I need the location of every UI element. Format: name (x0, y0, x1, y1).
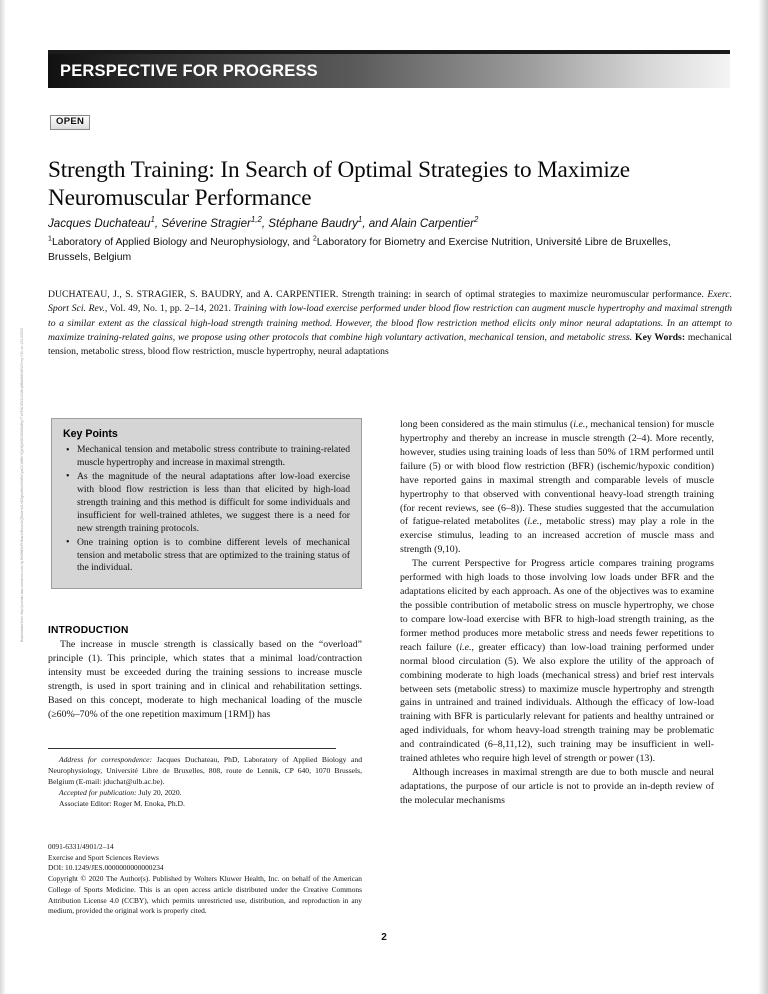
doi-line: DOI: 10.1249/JES.0000000000000234 (48, 863, 164, 873)
accepted-note: Accepted for publication: July 20, 2020. (59, 787, 182, 797)
issn-line: 0091-6331/4901/2–14 (48, 842, 114, 851)
page-title: Strength Training: In Search of Optimal Strategies to Maximize Neuromuscular Performance (48, 156, 630, 211)
abstract-text: DUCHATEAU, J., S. STRAGIER, S. BAUDRY, and A. CARPENTIER. Strength training: in search of optimal strategies to maximize neuromuscular performance. Exerc. Sport Sci. Rev., Vol. 49, No. 1, pp. 2–14, 2021. Training with low-load exercise performed under blood flow restriction can augment muscle hypertrophy and maximal strength to a similar extent as the classical high-load strength training method. However, the blood flow restriction method elicits only minor neural adaptations. In an attempt to maximize training-related gains, we propose using other protocols that combine high voluntary activation, mechanical tension, and metabolic stress. Key Words: mechanical tension, metabolic stress, blood flow restriction, muscle hypertrophy, neural adaptations (48, 289, 732, 357)
list-item: • Mechanical tension and metabolic stress contribute to training-related muscle hypertrophy and increase in maximal strength. (77, 444, 350, 470)
journal-line: Exercise and Sport Sciences Reviews (48, 852, 159, 862)
key-points-list (63, 444, 350, 575)
list-item: • One training option is to combine different levels of mechanical tension and metabolic stress that are optimized to the training status of the individual. (77, 537, 350, 576)
copyright-block (48, 842, 362, 917)
banner-gradient (48, 54, 730, 88)
paragraph: The current Perspective for Progress article compares training programs performed with high loads to those involving low loads under BFR and the adaptations elicited by each approach. As one of the objectives was to examine the possible contribution of metabolic stress on muscle hypertrophy, we chose to compare low-load exercise with BFR to high-load strength training, as the former method produces more metabolic stress and needs fewer repetitions to reach failure (i.e., greater efficacy) than low-load training performed under normal blood circulation (5). We also explore the utility of the approach of combining moderate to high loads (mechanical stress) and brief rest intervals between sets (metabolic stress) to maximize muscle hypertrophy and strength gains in untrained and trained individuals. Although the efficacy of low-load training with BFR is particularly relevant for patients and healthy untrained or aged individuals, for whom heavy-load strength training may be problematic and contraindicated (6–8,11,12), such training may be insufficient in well-trained athletes who require high level of strength or power (13). (400, 558, 714, 765)
paragraph: The increase in muscle strength is classically based on the “overload” principle (1). This principle, which states that a minimal load/contraction intensity must be exceeded during the training sessions to increase muscle strength, is used in sport training and in clinical and rehabilitation settings. Based on this concept, moderate to high mechanical loading of the muscle (≥60%–70% of the one repetition maximum [1RM]) has (48, 639, 362, 720)
page-number: 2 (381, 932, 387, 943)
associate-editor-note: Associate Editor: Roger M. Enoka, Ph.D. (59, 798, 185, 808)
banner-title: PERSPECTIVE FOR PROGRESS (60, 61, 318, 80)
footnote-rule (48, 748, 336, 749)
paragraph: Although increases in maximal strength are due to both muscle and neural adaptations, the purpose of our article is not to provide an in-depth review of the molecular mechanisms (400, 767, 714, 806)
correspondence-note: Address for correspondence: Jacques Duchateau, PhD, Laboratory of Applied Biology and Neurophysiology, Université Libre de Bruxelles, 808, route de Lennik, CP 640, 1070 Brussels, Belgium (E-mail: jduchat@ulb.ac.be). (48, 755, 362, 786)
right-column (400, 418, 714, 808)
author-list: Jacques Duchateau$^1$, Séverine Stragier$^{1,2}$, Stéphane Baudry$^1$, and Alain Carpentier$^2$ (48, 215, 479, 230)
page-edge-shadow-right (758, 0, 768, 994)
open-access-badge: OPEN (50, 115, 90, 130)
key-points-box (51, 418, 362, 589)
affiliation-list: $^1$Laboratory of Applied Biology and Neurophysiology, and $^2$Laboratory for Biometry and Exercise Nutrition, Université Libre de Bruxelles, Brussels, Belgium (48, 235, 671, 263)
footnote-block (48, 755, 362, 810)
copyright-notice: Copyright © 2020 The Author(s). Published by Wolters Kluwer Health, Inc. on behalf of the American College of Sports Medicine. This is an open access article distributed under the Creative Commons Attribution License 4.0 (CCBY), which permits unrestricted use, distribution, and reproduction in any medium, provided the original work is properly cited. (48, 874, 362, 916)
download-watermark: Downloaded from http://journals.lww.com/acsm-essr by BhDMf5ePHKav1zEoum1tQfN4a+kJLhEZgbsIHo4XMi0hCywCX1AWnYQp/IlQrHD3i3D0OdRyi7TvSFl4Cf3VC4/OAVpDDa8KKGKV0Ymy+78= on 12/12/2020 (19, 328, 24, 643)
list-item: • As the magnitude of the neural adaptations after low-load exercise with blood flow restriction is less than that elicited by high-load strength training and this method is difficult for some individuals and insufficient for well-trained athletes, we suggest there is a need for new strength training protocols. (77, 471, 350, 536)
section-banner (48, 50, 730, 88)
paragraph: long been considered as the main stimulus (i.e., mechanical tension) for muscle hypertrophy and thereby an increase in muscle strength (2–4). More recently, however, studies using training loads of less than 50% of 1RM performed until failure (5) or with blood flow restriction (BFR) (ischemic/hypoxic condition) have reported gains in maximal strength and comparable levels of muscle hypertrophy to that observed with conventional heavy-load strength training (for recent reviews, see (6–8)). These studies suggested that the accumulation of fatigue-related metabolites (i.e., metabolic stress) may play a role in the exercise stimulus, leading to an increased accretion of muscle mass and strength (9,10). (400, 419, 714, 556)
page-edge-shadow-left (0, 0, 6, 994)
introduction-body (48, 638, 362, 722)
introduction-heading: INTRODUCTION (48, 625, 129, 636)
key-points-heading: Key Points (63, 428, 118, 440)
